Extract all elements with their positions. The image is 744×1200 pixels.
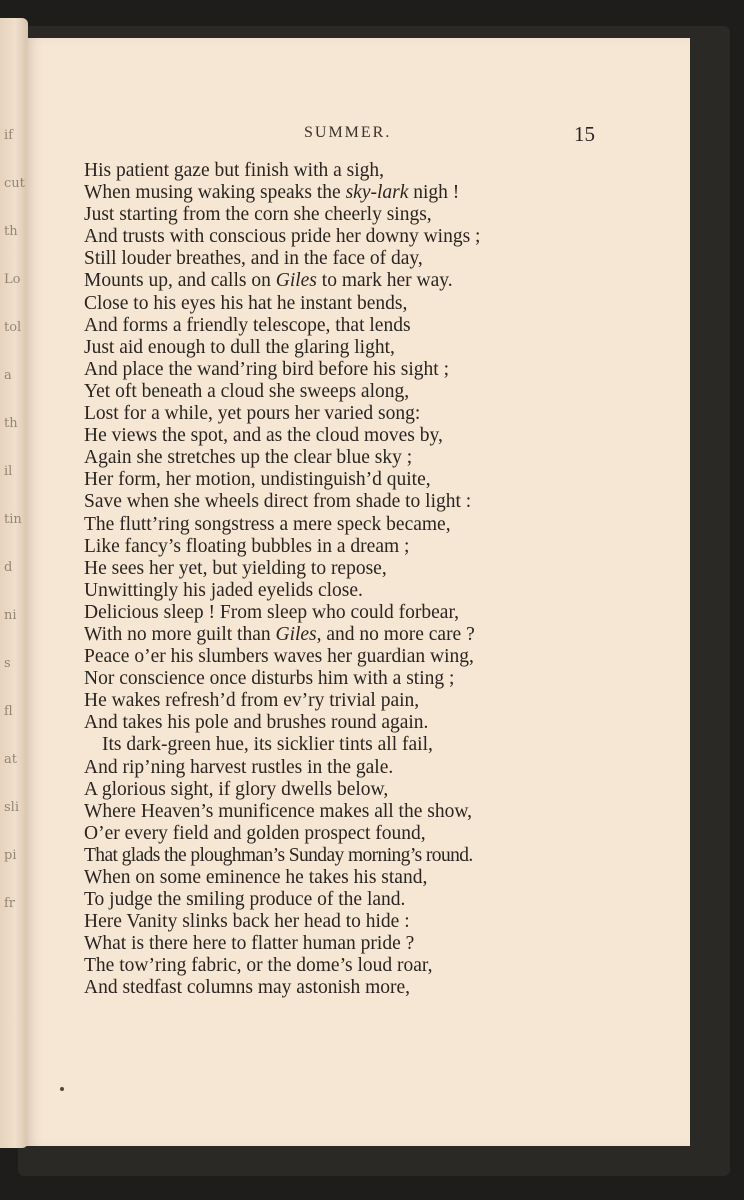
facing-page-edge bbox=[0, 18, 28, 1148]
line-text: That glads the ploughman’s Sunday morning’s round. bbox=[84, 844, 473, 866]
poem-line bbox=[84, 668, 664, 690]
poem-line bbox=[84, 624, 664, 646]
facing-page-fragment: tol bbox=[4, 320, 22, 335]
poem-line bbox=[84, 933, 664, 955]
poem-line bbox=[84, 955, 664, 977]
line-text: Still louder breathes, and in the face of day, bbox=[84, 248, 423, 270]
poem-line bbox=[84, 646, 664, 668]
line-text: And forms a friendly telescope, that lends bbox=[84, 314, 411, 336]
facing-page-fragment: th bbox=[4, 224, 18, 239]
poem-line bbox=[84, 911, 664, 933]
line-text: And stedfast columns may astonish more, bbox=[84, 977, 411, 999]
poem-line bbox=[84, 690, 664, 712]
poem-line bbox=[84, 182, 664, 204]
poem-line bbox=[84, 757, 664, 779]
poem-line bbox=[84, 514, 664, 536]
line-text: to mark her way. bbox=[316, 270, 453, 292]
page-number: 15 bbox=[574, 122, 595, 146]
poem-line bbox=[84, 425, 664, 447]
facing-page-fragment: cut bbox=[4, 176, 25, 191]
line-text: Nor conscience once disturbs him with a sting ; bbox=[84, 668, 455, 690]
line-text: Unwittingly his jaded eyelids close. bbox=[84, 579, 363, 601]
poem-line bbox=[84, 337, 664, 359]
line-text: Her form, her motion, undistinguish’d quite, bbox=[84, 469, 431, 491]
poem-line bbox=[84, 823, 664, 845]
line-text: Again she stretches up the clear blue sky ; bbox=[84, 447, 413, 469]
facing-page-fragment: s bbox=[4, 656, 11, 671]
facing-page-fragment: tin bbox=[4, 512, 22, 527]
poem-line bbox=[84, 801, 664, 823]
line-text: To judge the smiling produce of the land. bbox=[84, 889, 406, 911]
italic-word: Giles bbox=[275, 623, 317, 645]
line-text: The flutt’ring songstress a mere speck became, bbox=[84, 513, 451, 535]
line-text: He sees her yet, but yielding to repose, bbox=[84, 557, 387, 579]
line-text: The tow’ring fabric, or the dome’s loud roar, bbox=[84, 955, 433, 977]
line-text: What is there here to flatter human pride ? bbox=[84, 933, 415, 955]
line-text: Its dark-green hue, its sicklier tints all fail, bbox=[102, 734, 433, 756]
line-text: And rip’ning harvest rustles in the gale. bbox=[84, 756, 394, 778]
line-text: Close to his eyes his hat he instant bends, bbox=[84, 292, 408, 314]
poem-line bbox=[84, 293, 664, 315]
poem-line bbox=[84, 867, 664, 889]
poem-line bbox=[84, 248, 664, 270]
facing-page-fragment: fl bbox=[4, 704, 13, 719]
line-text: And takes his pole and brushes round again. bbox=[84, 712, 429, 734]
line-text: A glorious sight, if glory dwells below, bbox=[84, 778, 389, 800]
facing-page-fragment: il bbox=[4, 464, 13, 479]
poem-line bbox=[84, 204, 664, 226]
book-page bbox=[26, 38, 690, 1146]
poem-line bbox=[84, 712, 664, 734]
line-text: O’er every field and golden prospect found, bbox=[84, 822, 426, 844]
facing-page-fragment: if bbox=[4, 128, 13, 143]
facing-page-fragment: ni bbox=[4, 608, 17, 623]
poem-line bbox=[84, 536, 664, 558]
line-text: His patient gaze but finish with a sigh, bbox=[84, 160, 385, 181]
line-text: Yet oft beneath a cloud she sweeps along, bbox=[84, 380, 410, 402]
poem-line bbox=[84, 734, 664, 756]
facing-page-fragment: pi bbox=[4, 848, 17, 863]
poem-line bbox=[84, 315, 664, 337]
facing-page-fragment: d bbox=[4, 560, 13, 575]
poem-line bbox=[84, 491, 664, 513]
line-text: He wakes refresh’d from ev’ry trivial pain, bbox=[84, 690, 420, 712]
poem-line bbox=[84, 447, 664, 469]
poem-line bbox=[84, 558, 664, 580]
line-text: Lost for a while, yet pours her varied song: bbox=[84, 403, 421, 425]
poem-line bbox=[84, 779, 664, 801]
poem-line bbox=[84, 160, 664, 182]
poem-line bbox=[84, 403, 664, 425]
line-text: With no more guilt than bbox=[84, 623, 276, 645]
poem-line bbox=[84, 602, 664, 624]
line-text: He views the spot, and as the cloud moves by, bbox=[84, 425, 443, 447]
facing-page-fragment: a bbox=[4, 368, 12, 383]
italic-word: sky-lark bbox=[345, 182, 409, 204]
poem-line bbox=[84, 889, 664, 911]
facing-page-fragment: fr bbox=[4, 896, 16, 911]
poem-line bbox=[84, 270, 664, 292]
poem-line bbox=[84, 977, 664, 999]
facing-page-fragment: sli bbox=[4, 800, 19, 815]
poem-line bbox=[84, 226, 664, 248]
line-text: , and no more care ? bbox=[316, 623, 475, 645]
facing-page-fragment: th bbox=[4, 416, 18, 431]
line-text: And place the wand’ring bird before his sight ; bbox=[84, 358, 449, 380]
line-text: Just aid enough to dull the glaring light, bbox=[84, 336, 395, 358]
line-text: When on some eminence he takes his stand, bbox=[84, 867, 428, 888]
line-text: Save when she wheels direct from shade to light : bbox=[84, 491, 472, 513]
poem-line bbox=[84, 359, 664, 381]
line-text: Like fancy’s floating bubbles in a dream ; bbox=[84, 535, 410, 557]
poem-line bbox=[84, 580, 664, 602]
line-text: And trusts with conscious pride her downy wings ; bbox=[84, 226, 481, 248]
running-head: SUMMER. bbox=[304, 124, 392, 141]
line-text: Just starting from the corn she cheerly sings, bbox=[84, 204, 432, 226]
line-text: Mounts up, and calls on bbox=[84, 270, 276, 292]
line-text: Delicious sleep ! From sleep who could forbear, bbox=[84, 601, 460, 623]
poem-line bbox=[84, 469, 664, 491]
line-text: Here Vanity slinks back her head to hide : bbox=[84, 911, 410, 933]
poem-text bbox=[84, 160, 664, 1000]
poem-line bbox=[84, 845, 664, 867]
line-text: Where Heaven’s munificence makes all the show, bbox=[84, 800, 473, 822]
poem-line bbox=[84, 381, 664, 403]
line-text: When musing waking speaks the bbox=[84, 182, 346, 204]
line-text: Peace o’er his slumbers waves her guardian wing, bbox=[84, 646, 474, 668]
paper-speck bbox=[60, 1087, 64, 1091]
italic-word: Giles bbox=[275, 270, 317, 292]
facing-page-fragment: Lo bbox=[4, 272, 21, 287]
facing-page-fragment: at bbox=[4, 752, 17, 767]
line-text: nigh ! bbox=[408, 182, 460, 204]
